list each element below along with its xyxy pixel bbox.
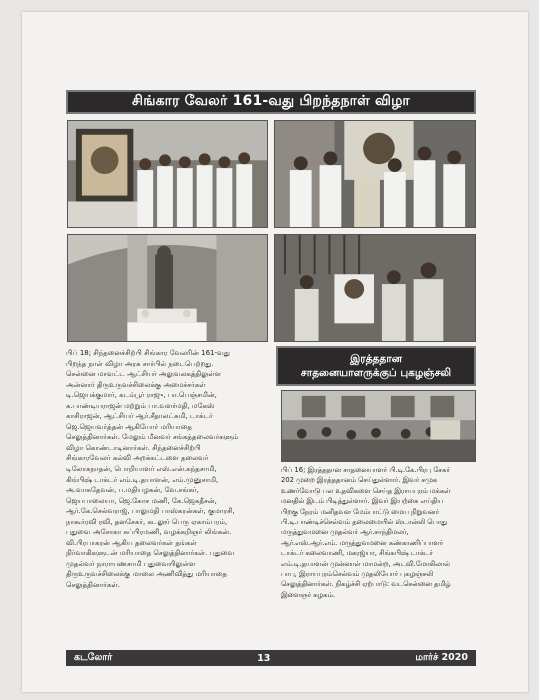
- photo-portrait-tribute: [67, 120, 268, 228]
- text-line: முதல்வர் நாராயணசாமி புதுவையிலுள்ள: [66, 559, 196, 568]
- text-line: செலுத்தினார்கள். மேலும் மீனவர் சங்கத்தலைவர்களும்: [66, 433, 239, 442]
- text-line: 202 முறை இரத்ததானம் செய்துள்ளார். இவர் சமுக: [281, 476, 438, 485]
- text-line: அ.வாசுதேவன், ப.மதியழகன், வே.சங்கர்,: [66, 486, 199, 495]
- text-line: பிப் 18; சிந்தனைச்சிற்பி சிங்கார வேலரின் 161-வது: [66, 349, 230, 357]
- text-line: நாகூர்ரவி ரவி, தனசேகர், கடலூர் பெரு ஏகாம்பரம்,: [66, 517, 228, 526]
- text-line: டிலோகநாதன், பொறியாளர் எஸ்.என்.கந்தசாமி,: [66, 465, 217, 474]
- text-line: செலுத்தினார்கள்.: [66, 581, 120, 590]
- text-line: வி.பிரபாகரன் ஆகிய தலைவர்கள் தங்கள்: [66, 538, 197, 547]
- photo-statue: [67, 234, 268, 342]
- page-number: 13: [257, 652, 271, 664]
- article-title-banner: [66, 90, 476, 114]
- text-line: திருஉருவச்சிலைக்கு மாலை அணிவித்து மரியாதை: [66, 570, 227, 579]
- text-line: ஜெ.ஜெயவர்த்தன் ஆகியோர் மரியாதை: [66, 422, 192, 431]
- photo-meeting-hall: [281, 390, 476, 462]
- text-line: பாபு, இராயபுரம்செல்வம் முதலியோர் புகழஞ்சலி: [281, 570, 434, 579]
- text-line: பிறகு நேரம் மனிதவள மேம்பாட்டு மைய நிறுவனர்: [281, 507, 439, 516]
- main-article-text: [66, 348, 238, 591]
- side-article-header: [276, 346, 476, 386]
- side-header-line1: இரத்ததான: [350, 353, 402, 365]
- text-line: எம்.டி.தயாளன் முன்னாள் மாமன்ற, அடவி.மோகிலால்: [281, 559, 450, 568]
- text-line: பி.டி.பாண்டிச்செல்வம் தலைமையில் ஸ்டான்லி பொது: [281, 518, 448, 527]
- text-line: ஜெயபாலையா, ஜெ.கோச மணி, கே.ஜெகதீசன்,: [66, 496, 217, 505]
- text-line: டாக்டர் கலைவாணி, மகரஜ்யா, சிங்கபிஷ் டாக்டர்: [281, 549, 433, 558]
- text-line: பிறந்த நாள் விழா அரசு சார்பில் நடைபெற்றது.: [66, 359, 214, 368]
- text-line: நிர்வாகிகளுடன் மரியாதை செலுத்தினார்கள். புதுவை: [66, 549, 235, 558]
- photo-garlanding: [274, 120, 476, 228]
- text-line: டி.ஜெயக்குமார், கடம்பூர் ராஜு, பா.பெஞ்சமின்,: [66, 391, 217, 400]
- text-line: மருத்துவமனை முதல்வர் ஆர்.சாந்திமலர்,: [281, 528, 409, 537]
- text-line: புதுவை அசோகா சுப்பிரமணி, வழக்கறிஞர் லிங்கன்.: [66, 528, 232, 537]
- text-line: ஆர்.கே.செல்வராஜ், பாலுமதி பாஸ்கரன்கள், குமாரசி,: [66, 507, 235, 516]
- article-title: சிங்கார வேலர் 161-வது பிறந்தநாள் விழா: [132, 93, 410, 109]
- issue-date: மார்ச் 2020: [415, 652, 468, 663]
- text-line: உணர்வோடு பல உதவிகளை செய்த இராயபுரம் மக்கள்: [281, 486, 451, 495]
- text-line: காசிராஜன், ஆட்சியர் ஆர்.சீதாலட்சுமி, டாக்டர்: [66, 412, 213, 421]
- text-line: இளைஞர் கழகம்.: [281, 590, 335, 599]
- text-line: மனதில் இடம் பிடித்துள்ளார். இவர் இயற்கை எய்திய: [281, 497, 444, 506]
- text-line: செலுத்தினார்கள். நிகழ்ச்சி ஏற்பாடு: வடசென்னை தமிழ்: [281, 580, 451, 589]
- text-line: சென்னை மாவட்ட ஆட்சியர் அலுவலகத்திலுள்ள: [66, 370, 222, 379]
- text-line: பிப் 16; இரத்ததான சாதனையாளர் பி.டி.கே.பிரபு சேகர்: [281, 466, 450, 474]
- text-line: ஆர்.எஸ்.ஆர்.எம். மருத்துவமனை கண்காணிப்பாளர்: [281, 538, 444, 547]
- text-line: சிங்காரவேலர் கல்வி அறக்கட்டளை தலைவர்: [66, 454, 209, 463]
- page-footer: [66, 650, 476, 666]
- text-line: க.பாண்டியராஜன் மற்றும் பா.வளர்மதி, மகேஸ்: [66, 401, 215, 410]
- photo-group-bust: [274, 234, 476, 342]
- side-article-text: [281, 465, 451, 600]
- side-header-line2: சாதனையாளருக்குப் புகழஞ்சலி: [300, 367, 452, 379]
- magazine-name: கடலோர்: [74, 652, 113, 663]
- text-line: அன்னார் திருஉருவச்சிலைக்கு அமைச்சர்கள்: [66, 380, 206, 389]
- text-line: கிங்பிஷ் டாக்டர் எம்.டி.தயாளன், எம்.முனுசாமி,: [66, 475, 219, 484]
- text-line: விழா கொண்டாடினார்கள். சிந்தனைச்சிற்பி: [66, 443, 201, 452]
